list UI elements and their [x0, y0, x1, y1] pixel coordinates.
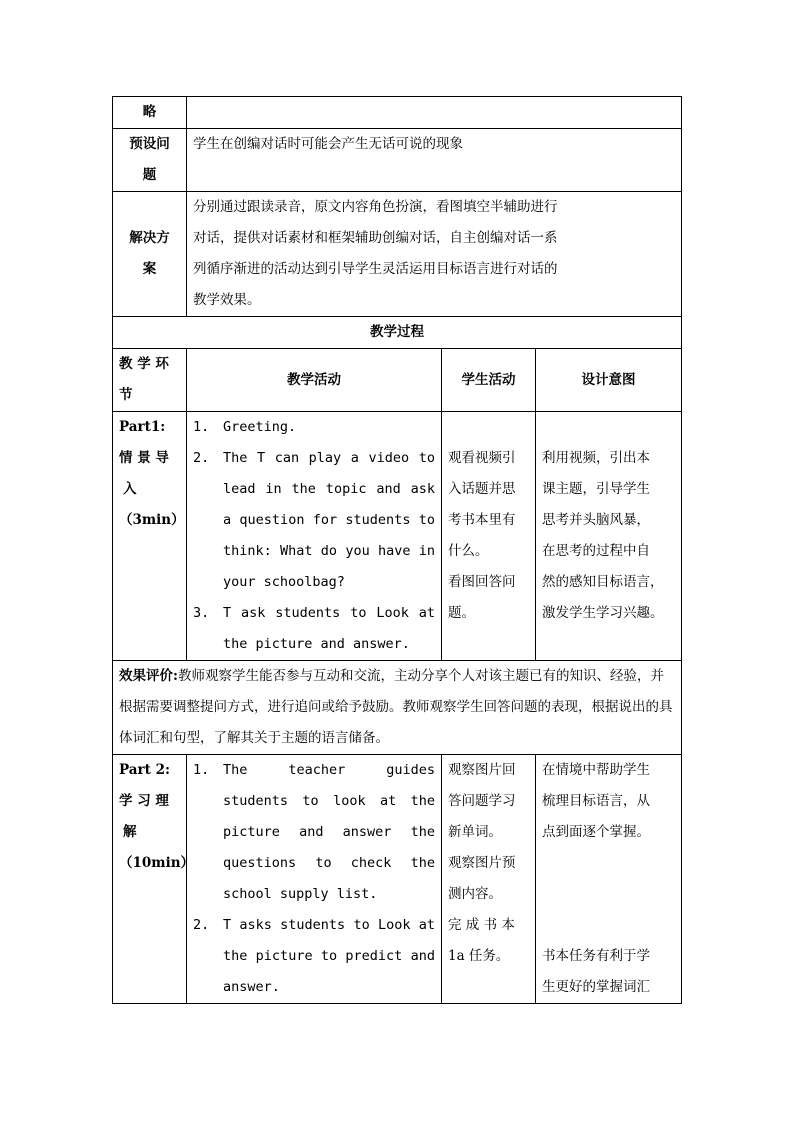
part2-student-line: 完 成 书 本 — [448, 917, 515, 933]
part2-stage-line: Part 2: — [119, 762, 170, 778]
solution-label — [113, 192, 187, 317]
problem-content: 学生在创编对话时可能会产生无话可说的现象 — [187, 129, 682, 192]
part1-student-activity — [442, 412, 536, 661]
part1-design-line: 激发学生学习兴趣。 — [542, 605, 664, 621]
part2-student-line: 答问题学习 — [448, 793, 516, 809]
part1-row — [113, 412, 682, 661]
part2-student-line: 1a 任务。 — [448, 948, 510, 964]
part1-teacher-steps — [187, 412, 441, 660]
header-stage — [113, 349, 187, 412]
part1-stage-line: Part1: — [119, 419, 166, 435]
lesson-plan-table — [112, 96, 682, 1004]
part1-design-line: 思考并头脑风暴， — [542, 512, 650, 528]
part2-stage — [113, 755, 195, 1004]
header-design-intent: 设计意图 — [536, 349, 682, 412]
part1-design-line: 在思考的过程中自 — [542, 543, 650, 559]
list-item: 1. Greeting. — [193, 419, 297, 435]
part2-stage-line: 解 — [123, 824, 137, 840]
part2-design-line: 梳理目标语言，从 — [542, 793, 650, 809]
header-student-activity: 学生活动 — [442, 349, 536, 412]
part2-stage-line: 学 习 理 — [119, 793, 169, 809]
part1-student-line: 入话题并思 — [448, 481, 516, 497]
solution-line: 列循序渐进的活动达到引导学生灵活运用目标语言进行对话的 — [193, 261, 558, 277]
part2-design-line: 点到面逐个掌握。 — [542, 824, 650, 840]
part1-design-intent — [536, 412, 682, 661]
part1-design-line: 课主题，引导学生 — [542, 481, 650, 497]
problem-label-line-2: 题 — [142, 167, 157, 183]
process-title-row — [113, 317, 682, 349]
evaluation-label: 效果评价: — [119, 668, 178, 684]
process-title: 教学过程 — [113, 317, 682, 349]
part2-stage-line: （10min） — [119, 855, 195, 871]
evaluation-cell — [113, 661, 682, 755]
list-item: 2. T asks students to Look at the picture to predict and answer. — [193, 917, 435, 995]
evaluation-text: 教师观察学生能否参与互动和交流，主动分享个人对该主题已有的知识、经验，并根据需要调整提问方式，进行追问或给予鼓励。教师观察学生回答问题的表现，根据说出的具体词汇和句型，了解其关于主题的语言储备。 — [119, 668, 673, 746]
part1-teacher-activity — [187, 412, 442, 661]
part2-design-line — [542, 910, 677, 941]
list-item: 3. T ask students to Look at the picture and answer. — [193, 605, 435, 652]
part2-design-line — [542, 848, 677, 879]
problem-label — [113, 129, 187, 192]
part1-stage — [113, 412, 187, 661]
part2-student-line: 观察图片回 — [448, 762, 516, 778]
list-item: 2. The T can play a video to lead in the topic and ask a question for students to think: What do you have in your schoolbag? — [193, 450, 435, 590]
part2-student-line: 新单词。 — [448, 824, 502, 840]
solution-row — [113, 192, 682, 317]
solution-line: 分别通过跟读录音，原文内容角色扮演，看图填空半辅助进行 — [193, 199, 558, 215]
header-teacher-activity: 教学活动 — [187, 349, 442, 412]
solution-line: 对话，提供对话素材和框架辅助创编对话，自主创编对话一系 — [193, 230, 558, 246]
part1-student-line: 观看视频引 — [448, 450, 516, 466]
part1-student-line: 题。 — [448, 605, 475, 621]
header-stage-line-2: 节 — [119, 387, 133, 403]
strategy-row — [113, 97, 682, 129]
list-item: 1. The teacher guides students to look at the picture and answer the questions to check the school supply list. — [193, 762, 435, 902]
part1-stage-line: （3min） — [119, 512, 185, 528]
solution-label-line-2: 案 — [142, 261, 157, 277]
part2-teacher-steps — [187, 755, 441, 1003]
part2-teacher-activity — [187, 755, 442, 1004]
solution-label-line-1: 解决方 — [129, 230, 170, 246]
part1-student-line: 什么。 — [448, 543, 489, 559]
strategy-label: 略 — [113, 97, 187, 129]
part2-design-line: 在情境中帮助学生 — [542, 762, 650, 778]
part2-student-line: 观察图片预 — [448, 855, 516, 871]
part1-stage-line: 情 景 导 — [119, 450, 169, 466]
part2-design-line: 生更好的掌握词汇 — [542, 979, 650, 995]
part1-stage-line: 入 — [123, 481, 137, 497]
problem-row — [113, 129, 682, 192]
part1-design-line: 然的感知目标语言， — [542, 574, 664, 590]
part2-design-line: 书本任务有利于学 — [542, 948, 650, 964]
part1-design-line: 利用视频，引出本 — [542, 450, 650, 466]
solution-line: 教学效果。 — [193, 292, 261, 308]
part2-student-activity — [442, 755, 536, 1004]
solution-content — [187, 192, 682, 317]
part2-student-line: 测内容。 — [448, 886, 502, 902]
part2-row — [113, 755, 682, 1004]
part1-student-line: 看图回答问 — [448, 574, 516, 590]
part2-design-line — [542, 879, 677, 910]
header-stage-line-1: 教 学 环 — [119, 356, 169, 372]
problem-label-line-1: 预设问 — [129, 136, 170, 152]
strategy-content — [187, 97, 682, 129]
process-header-row — [113, 349, 682, 412]
evaluation-row — [113, 661, 682, 755]
part2-design-intent — [536, 755, 682, 1004]
part1-student-line: 考书本里有 — [448, 512, 516, 528]
